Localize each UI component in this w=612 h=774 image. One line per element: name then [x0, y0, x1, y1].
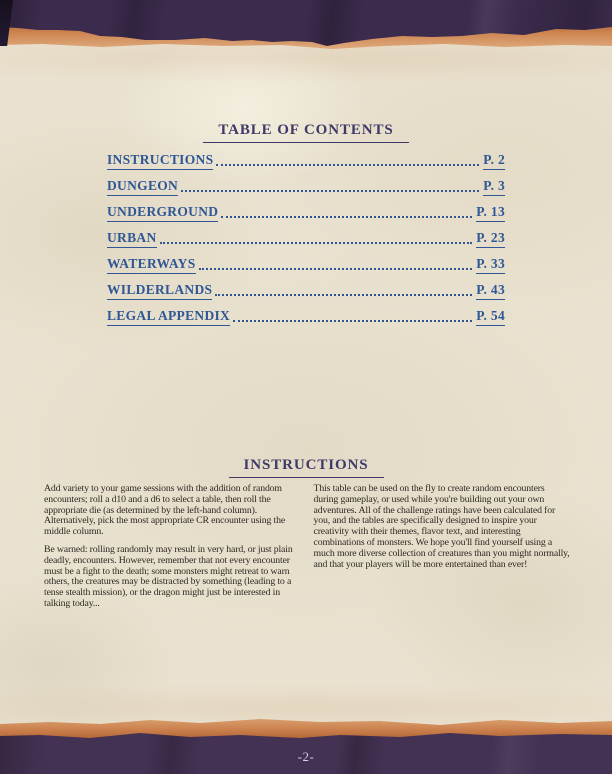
toc-entry-label[interactable]: WATERWAYS [107, 256, 196, 274]
toc-entry-page[interactable]: P. 33 [476, 256, 505, 274]
toc-entry-label[interactable]: UNDERGROUND [107, 204, 218, 222]
toc-entry-page[interactable]: P. 43 [476, 282, 505, 300]
page-number: -2- [297, 749, 315, 764]
toc-entry[interactable] [107, 274, 505, 300]
toc-entry-page[interactable]: P. 2 [483, 152, 505, 170]
toc-entry[interactable] [107, 222, 505, 248]
toc-entry-label[interactable]: WILDERLANDS [107, 282, 212, 300]
toc-dotted-leader [199, 268, 473, 270]
body-paragraph: Add variety to your game sessions with the addition of random encounters; roll a d10 and a d6 to select a table, then roll the appropriate die (as determined by the left-hand column). Alternatively, pick the most appropriate CR encounter using the middle column. [44, 483, 286, 538]
body-paragraph: This table can be used on the fly to create random encounters during gameplay, or used while you're building out your own adventures. All of the challenge ratings have been calculated for you, and the tables are specifically designed to inspire your creativity with their themes, flavor text, and interesting combinations of monsters. We hope you'll find yourself using a much more diverse collection of creatures than you might normally, and that your players will be more entertained than ever! [313, 483, 570, 570]
toc-dotted-leader [216, 164, 479, 166]
toc-entry-page[interactable]: P. 54 [476, 308, 505, 326]
toc-dotted-leader [221, 216, 472, 218]
instructions-right-column [314, 484, 571, 617]
toc-entry-label[interactable]: LEGAL APPENDIX [107, 308, 230, 326]
toc-entry-label[interactable]: URBAN [107, 230, 157, 248]
toc-title: TABLE OF CONTENTS [203, 122, 408, 143]
toc-entry[interactable] [107, 248, 505, 274]
toc-entry[interactable] [107, 170, 505, 196]
toc-entry-page[interactable]: P. 3 [483, 178, 505, 196]
toc-entry[interactable] [107, 144, 505, 170]
instructions-left-column [44, 484, 301, 617]
toc-entry[interactable] [107, 300, 505, 326]
toc-dotted-leader [233, 320, 472, 322]
toc-entry-label[interactable]: DUNGEON [107, 178, 178, 196]
toc-entry-label[interactable]: INSTRUCTIONS [107, 152, 213, 170]
body-paragraph: Be warned: rolling randomly may result in very hard, or just plain deadly, encounters. However, remember that not every encounter must be a fight to the death; some monsters might retreat to warn others, the creatures may be distracted by something (leading to a tense stealth mission), or the dragon might just be interested in talking today... [44, 543, 293, 609]
toc-dotted-leader [160, 242, 473, 244]
toc-entry-page[interactable]: P. 13 [476, 204, 505, 222]
toc-dotted-leader [181, 190, 479, 192]
toc-dotted-leader [215, 294, 472, 296]
toc-entry[interactable] [107, 196, 505, 222]
toc-list [107, 144, 505, 326]
toc-entry-page[interactable]: P. 23 [476, 230, 505, 248]
instructions-title: INSTRUCTIONS [229, 457, 384, 478]
instructions-columns [44, 484, 570, 617]
